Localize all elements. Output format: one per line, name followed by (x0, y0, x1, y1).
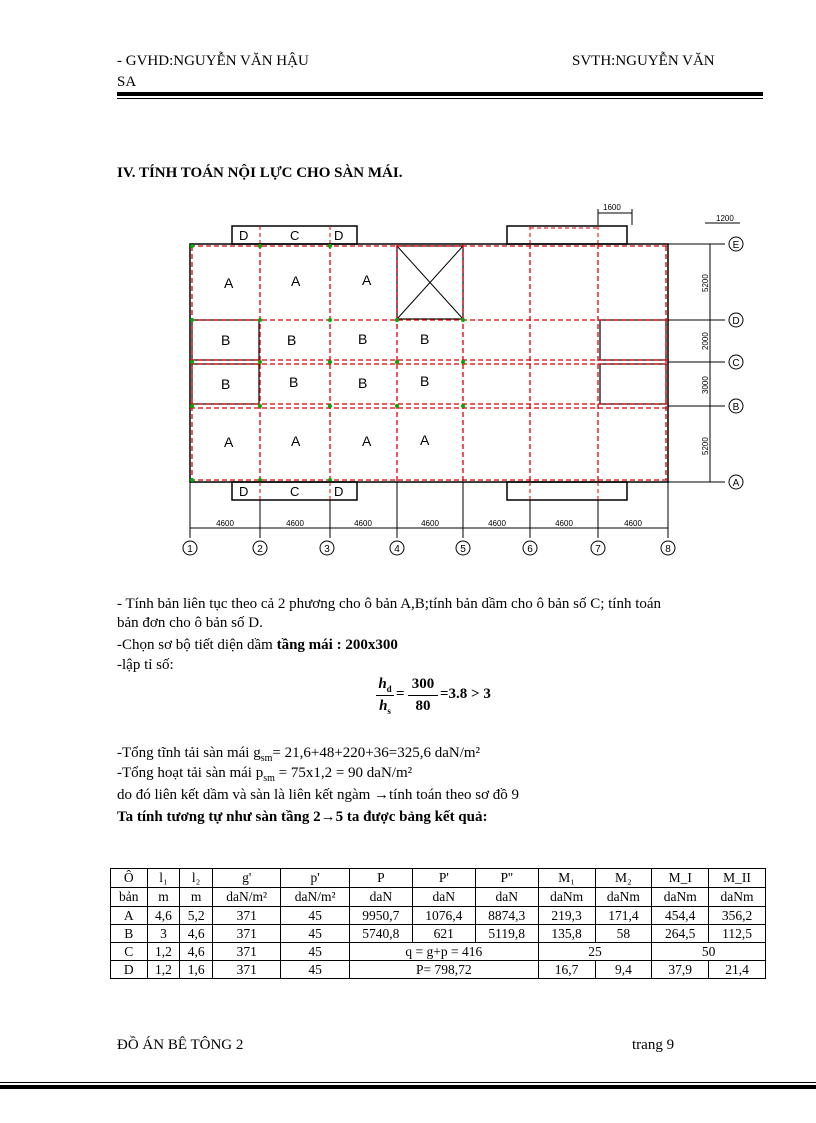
table-cell: 371 (212, 925, 280, 943)
axis-label: 1 (187, 544, 193, 555)
paragraph-method: - Tính bản liên tục theo cả 2 phương cho ô bản A,B;tính bản dầm cho ô bản số C; tính toán bản đơn cho ô bản số D. (117, 596, 662, 631)
panel-label: D (239, 228, 249, 243)
th: p' (281, 869, 349, 888)
table-cell: 3 (147, 925, 180, 943)
panel-label: B (358, 331, 368, 347)
table-cell: 8874,3 (475, 907, 538, 925)
table-cell: D (111, 961, 148, 979)
dim-row: 3000 (701, 376, 710, 394)
table-cell: daNm (538, 888, 595, 907)
axis-label: C (732, 358, 740, 369)
table-cell: 219,3 (538, 907, 595, 925)
section-title: IV. TÍNH TOÁN NỘI LỰC CHO SÀN MÁI. (117, 165, 403, 181)
th: M₂ (595, 869, 652, 888)
dim-col: 4600 (624, 519, 642, 528)
table-cell: 1,2 (147, 943, 180, 961)
th: g' (212, 869, 280, 888)
table-cell: 264,5 (652, 925, 709, 943)
table-row (111, 907, 766, 925)
footer-rule-thin (0, 1082, 816, 1083)
table-cell: B (111, 925, 148, 943)
table-cell: bản (111, 888, 148, 907)
header-rule-thin (117, 98, 763, 99)
axis-label: 2 (257, 544, 263, 555)
table-cell: 1,2 (147, 961, 180, 979)
table-cell: 45 (281, 907, 349, 925)
balcony-bottom-right (507, 482, 627, 500)
header-rule (117, 92, 763, 96)
axis-label: A (732, 478, 740, 489)
panel-label: B (289, 374, 299, 390)
dim-col: 4600 (488, 519, 506, 528)
paragraph-ratio: -lập tỉ số: (117, 657, 174, 673)
panel-label: B (221, 376, 231, 392)
table-cell: q = g+p = 416 (349, 943, 538, 961)
dim-top-1600: 1600 (603, 203, 621, 212)
table-cell: 356,2 (709, 907, 766, 925)
table-cell: daN/m² (212, 888, 280, 907)
th: Ô (111, 869, 148, 888)
th: M₁ (538, 869, 595, 888)
table-cell: 371 (212, 907, 280, 925)
paragraph-result-intro: Ta tính tương tự như sàn tầng 2→5 ta được bảng kết quả: (117, 809, 488, 825)
header-student: SVTH:NGUYỄN VĂN (572, 53, 715, 69)
dim-col: 4600 (421, 519, 439, 528)
th: P' (412, 869, 475, 888)
axis-label: 4 (394, 544, 400, 555)
table-cell: 45 (281, 961, 349, 979)
header-advisor: - GVHD:NGUYỄN VĂN HẬU (117, 53, 309, 69)
table-header-row (111, 869, 766, 888)
panel-label: C (290, 484, 300, 499)
panel-label: A (362, 272, 372, 288)
table-row (111, 961, 766, 979)
panel-label: A (291, 433, 301, 449)
table-cell: 135,8 (538, 925, 595, 943)
floor-plan (180, 200, 760, 565)
header-advisor-cont: SA (117, 74, 137, 90)
table-cell: 45 (281, 943, 349, 961)
panel-label: A (224, 434, 234, 450)
th: l₂ (180, 869, 213, 888)
table-cell: 371 (212, 943, 280, 961)
paragraph-beam-section: -Chọn sơ bộ tiết diện dầm tầng mái : 200x300 (117, 637, 398, 653)
panel-label: B (221, 332, 231, 348)
table-cell: 112,5 (709, 925, 766, 943)
axis-label: 8 (665, 544, 671, 555)
dim-col: 4600 (286, 519, 304, 528)
dim-col: 4600 (216, 519, 234, 528)
table-cell: 371 (212, 961, 280, 979)
table-cell: A (111, 907, 148, 925)
panel-label: C (290, 228, 300, 243)
table-cell: 9950,7 (349, 907, 412, 925)
panel-label: D (334, 228, 344, 243)
paragraph-live-load: -Tổng hoạt tải sàn mái $p_{sm} = 75x1,2 = 90$ daN/m² (117, 765, 413, 784)
table-cell: m (180, 888, 213, 907)
panel-label: D (334, 484, 344, 499)
footer-course: ĐỒ ÁN BÊ TÔNG 2 (117, 1037, 244, 1053)
table-cell: 4,6 (180, 925, 213, 943)
table-cell: m (147, 888, 180, 907)
axis-label: 3 (324, 544, 330, 555)
axis-label: B (732, 402, 740, 413)
table-cell: 5740,8 (349, 925, 412, 943)
table-cell: 16,7 (538, 961, 595, 979)
table-cell: 171,4 (595, 907, 652, 925)
th: P'' (475, 869, 538, 888)
panel-label: A (362, 433, 372, 449)
table-cell: C (111, 943, 148, 961)
dim-col: 4600 (555, 519, 573, 528)
balcony-top-right (507, 226, 627, 244)
panel-label: B (420, 373, 430, 389)
table-cell: 58 (595, 925, 652, 943)
table-cell: 37,9 (652, 961, 709, 979)
th: l₁ (147, 869, 180, 888)
panel-label: D (239, 484, 249, 499)
panel-label: A (420, 432, 430, 448)
table-cell: daN (475, 888, 538, 907)
dim-row: 2000 (701, 332, 710, 350)
table-cell: 454,4 (652, 907, 709, 925)
panel-label: B (358, 375, 368, 391)
results-table (110, 868, 766, 979)
paragraph-connection: do đó liên kết dầm và sàn là liên kết ngàm →tính toán theo sơ đồ 9 (117, 787, 520, 803)
table-cell: daN/m² (281, 888, 349, 907)
table-cell: daN (349, 888, 412, 907)
table-cell: 9,4 (595, 961, 652, 979)
dim-row: 5200 (701, 274, 710, 292)
table-units-row (111, 888, 766, 907)
axis-label: E (732, 240, 740, 251)
table-cell: 1,6 (180, 961, 213, 979)
paragraph-dead-load: -Tổng tĩnh tải sàn mái $g_{sm}= 21,6+48+220+36=325,6$ daN/m² (117, 745, 481, 764)
panel-label: B (420, 331, 430, 347)
table-cell: 5,2 (180, 907, 213, 925)
table-cell: daNm (709, 888, 766, 907)
table-cell: 1076,4 (412, 907, 475, 925)
table-row (111, 925, 766, 943)
axis-label: 5 (460, 544, 466, 555)
table-cell: 21,4 (709, 961, 766, 979)
table-cell: daNm (652, 888, 709, 907)
table-cell: 50 (652, 943, 766, 961)
table-cell: daN (412, 888, 475, 907)
panel-label: B (287, 332, 297, 348)
table-cell: 4,6 (180, 943, 213, 961)
table-cell: 4,6 (147, 907, 180, 925)
dim-top-1200: 1200 (716, 214, 734, 223)
footer-rule-thick (0, 1085, 816, 1089)
th: M_I (652, 869, 709, 888)
axis-label: 6 (527, 544, 533, 555)
table-cell: 45 (281, 925, 349, 943)
dim-row: 5200 (701, 437, 710, 455)
panel-label: A (224, 275, 234, 291)
table-row (111, 943, 766, 961)
th: P (349, 869, 412, 888)
footer-page-number: trang 9 (632, 1037, 675, 1053)
th: M_II (709, 869, 766, 888)
panel-label: A (291, 273, 301, 289)
table-cell: 25 (538, 943, 652, 961)
table-cell: daNm (595, 888, 652, 907)
dim-col: 4600 (354, 519, 372, 528)
table-cell: 621 (412, 925, 475, 943)
axis-label: D (732, 316, 740, 327)
table-cell: 5119,8 (475, 925, 538, 943)
axis-label: 7 (595, 544, 601, 555)
table-cell: P= 798,72 (349, 961, 538, 979)
